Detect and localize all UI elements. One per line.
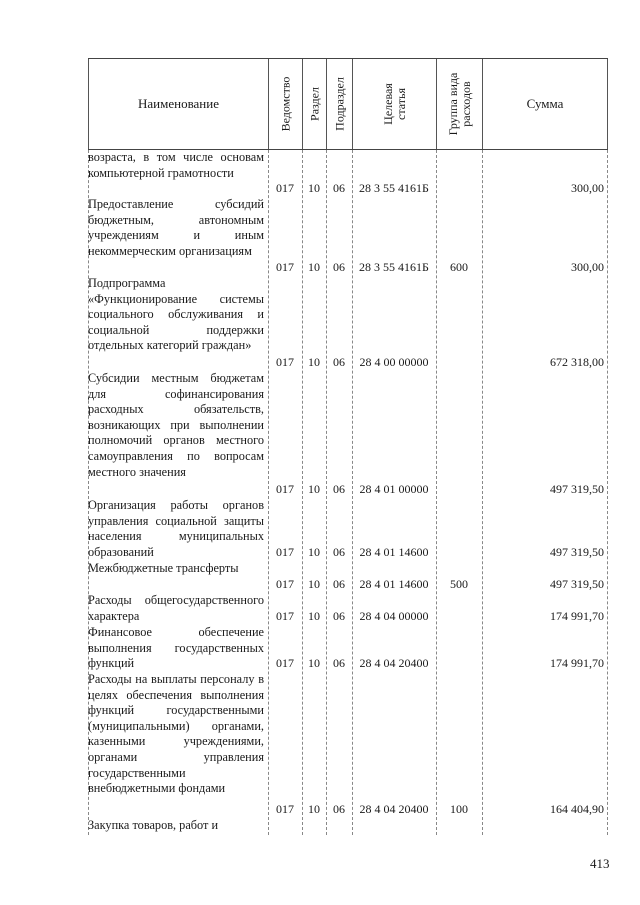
row-podrazdel: 06 bbox=[333, 181, 345, 195]
row-summa: 174 991,70 bbox=[550, 656, 604, 670]
row-summa: 174 991,70 bbox=[550, 609, 604, 623]
row-podrazdel: 06 bbox=[333, 577, 345, 591]
budget-table bbox=[88, 58, 608, 835]
row-summa: 300,00 bbox=[571, 260, 604, 274]
header-ved-label: Ведомство bbox=[278, 76, 292, 132]
row-ved: 017 bbox=[276, 260, 294, 274]
row-ved: 017 bbox=[276, 802, 294, 816]
row-summa: 164 404,90 bbox=[550, 802, 604, 816]
row-celevaya: 28 3 55 4161Б bbox=[359, 260, 429, 274]
table-row bbox=[88, 561, 608, 593]
table-row bbox=[88, 625, 608, 672]
row-ved: 017 bbox=[276, 609, 294, 623]
row-name: Межбюджетные трансферты bbox=[88, 561, 239, 575]
row-celevaya: 28 4 01 14600 bbox=[359, 577, 429, 591]
row-summa: 497 319,50 bbox=[550, 545, 604, 559]
row-podrazdel: 06 bbox=[333, 260, 345, 274]
header-razdel-label: Раздел bbox=[307, 87, 321, 121]
header-podrazdel-label: Подраздел bbox=[332, 77, 346, 131]
table-row bbox=[88, 371, 608, 498]
header-celevaya-label: Целевая статья bbox=[380, 83, 408, 125]
row-name: Финансовое обеспечение выполнения государственных функций bbox=[88, 625, 264, 671]
table-body bbox=[88, 150, 608, 835]
header-celevaya-cell bbox=[352, 59, 436, 149]
row-ved: 017 bbox=[276, 181, 294, 195]
row-razdel: 10 bbox=[308, 181, 320, 195]
table-row bbox=[88, 498, 608, 561]
header-ved-cell bbox=[268, 59, 302, 149]
row-name: возраста, в том числе основам компьютерной грамотности bbox=[88, 150, 264, 180]
header-razdel-cell bbox=[302, 59, 326, 149]
row-name: Расходы на выплаты персоналу в целях обеспечения выполнения функций государственными (муниципальными) органами, казенными учреждениями, органами управления государственными внебюджетными фондами bbox=[88, 672, 264, 796]
header-summa-cell bbox=[482, 59, 608, 149]
row-celevaya: 28 4 04 00000 bbox=[359, 609, 429, 623]
row-podrazdel: 06 bbox=[333, 802, 345, 816]
table-header bbox=[88, 58, 608, 150]
row-gruppa: 600 bbox=[450, 260, 468, 274]
row-gruppa: 500 bbox=[450, 577, 468, 591]
table-row bbox=[88, 593, 608, 625]
row-podrazdel: 06 bbox=[333, 545, 345, 559]
row-summa: 497 319,50 bbox=[550, 577, 604, 591]
row-razdel: 10 bbox=[308, 802, 320, 816]
header-podrazdel-cell bbox=[326, 59, 352, 149]
header-name-cell bbox=[88, 59, 268, 149]
header-name-label: Наименование bbox=[138, 96, 219, 111]
row-razdel: 10 bbox=[308, 260, 320, 274]
row-name: Предоставление субсидий бюджетным, автономным учреждениям и иным некоммерческим организациям bbox=[88, 197, 264, 258]
row-summa: 300,00 bbox=[571, 181, 604, 195]
row-name: Закупка товаров, работ и bbox=[88, 818, 219, 832]
row-razdel: 10 bbox=[308, 545, 320, 559]
table-row bbox=[88, 276, 608, 371]
header-gruppa-label: Группа вида расходов bbox=[445, 72, 473, 136]
row-razdel: 10 bbox=[308, 656, 320, 670]
header-summa-label: Сумма bbox=[526, 96, 564, 111]
row-ved: 017 bbox=[276, 577, 294, 591]
row-razdel: 10 bbox=[308, 609, 320, 623]
row-gruppa: 100 bbox=[450, 802, 468, 816]
row-celevaya: 28 3 55 4161Б bbox=[359, 181, 429, 195]
row-name: Расходы общегосударственного характера bbox=[88, 593, 264, 623]
row-celevaya: 28 4 04 20400 bbox=[359, 802, 429, 816]
row-name: Подпрограмма «Функционирование системы социального обслуживания и социальной поддержки отдельных категорий граждан» bbox=[88, 276, 264, 353]
page-number: 413 bbox=[590, 856, 610, 871]
row-ved: 017 bbox=[276, 355, 294, 369]
table-row bbox=[88, 150, 608, 197]
row-celevaya: 28 4 01 00000 bbox=[359, 482, 429, 496]
row-podrazdel: 06 bbox=[333, 609, 345, 623]
row-ved: 017 bbox=[276, 656, 294, 670]
table-row bbox=[88, 197, 608, 276]
row-summa: 497 319,50 bbox=[550, 482, 604, 496]
row-celevaya: 28 4 00 00000 bbox=[359, 355, 429, 369]
row-name: Организация работы органов управления социальной защиты населения муниципальных образований bbox=[88, 498, 264, 559]
row-summa: 672 318,00 bbox=[550, 355, 604, 369]
row-ved: 017 bbox=[276, 482, 294, 496]
row-celevaya: 28 4 04 20400 bbox=[359, 656, 429, 670]
row-razdel: 10 bbox=[308, 355, 320, 369]
table-row bbox=[88, 818, 608, 835]
row-name: Субсидии местным бюджетам для софинансирования расходных обязательств, возникающих при выполнении полномочий органов местного самоуправления по вопросам местного значения bbox=[88, 371, 264, 479]
row-podrazdel: 06 bbox=[333, 482, 345, 496]
row-celevaya: 28 4 01 14600 bbox=[359, 545, 429, 559]
header-gruppa-cell bbox=[436, 59, 482, 149]
row-podrazdel: 06 bbox=[333, 656, 345, 670]
row-ved: 017 bbox=[276, 545, 294, 559]
row-razdel: 10 bbox=[308, 482, 320, 496]
table-row bbox=[88, 672, 608, 818]
row-podrazdel: 06 bbox=[333, 355, 345, 369]
row-razdel: 10 bbox=[308, 577, 320, 591]
